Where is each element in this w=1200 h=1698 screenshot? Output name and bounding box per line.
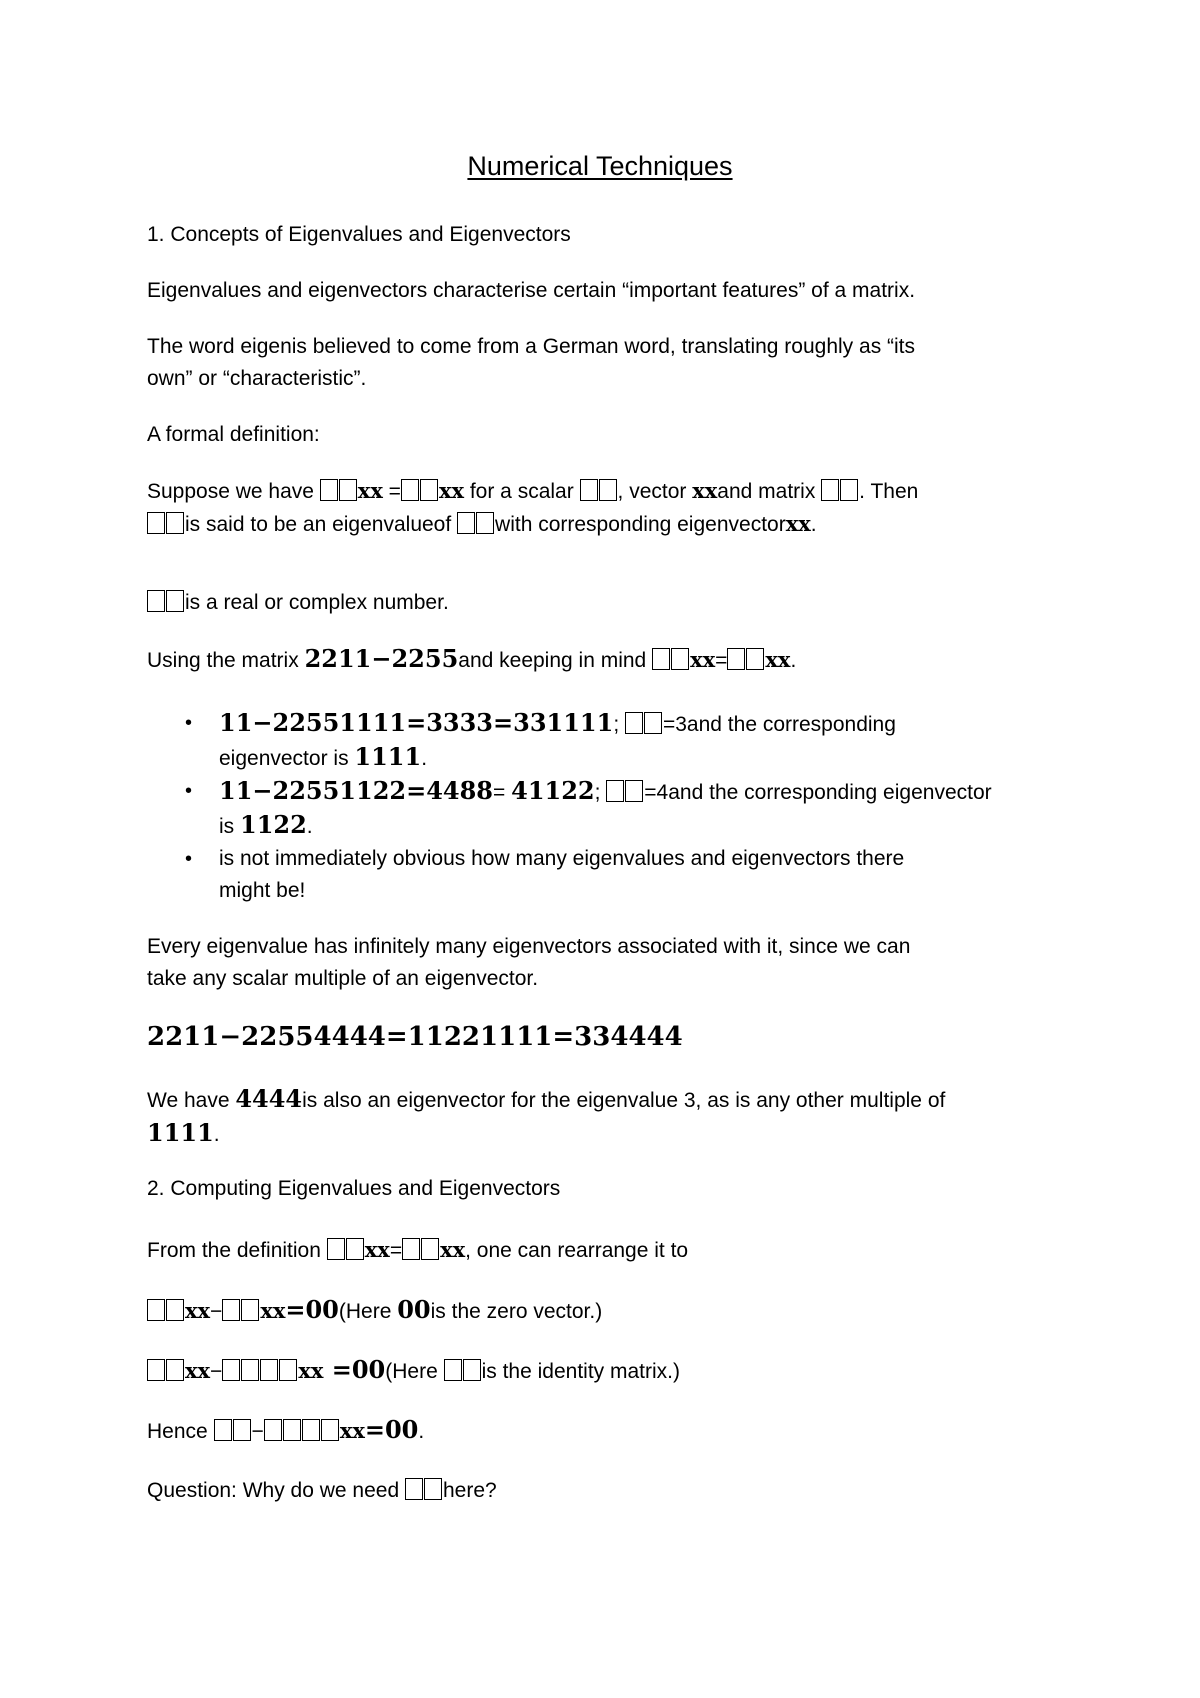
missing-glyph-box	[671, 648, 689, 670]
math-run: xx	[185, 1298, 211, 1323]
missing-glyph-box	[260, 1359, 278, 1381]
math-run: =00	[323, 1355, 386, 1384]
paragraph-hence	[147, 1414, 1057, 1448]
section-heading-2: 2. Computing Eigenvalues and Eigenvectors	[147, 1177, 561, 1200]
missing-glyph-box	[405, 1478, 423, 1500]
missing-glyph-box	[233, 1419, 251, 1441]
text-run: −	[210, 1300, 223, 1323]
paragraph-intro: Eigenvalues and eigenvectors characterise certain “important features” of a matrix.	[147, 279, 916, 302]
text-run: here?	[442, 1479, 497, 1502]
missing-glyph-box	[166, 1299, 184, 1321]
paragraph-line: is not immediately obvious how many eigenvalues and eigenvectors there	[219, 847, 905, 870]
missing-glyph-box	[166, 590, 184, 612]
paragraph-real-complex	[147, 587, 1057, 619]
math-run: 1111	[147, 1118, 214, 1147]
missing-glyph-box	[599, 479, 617, 501]
missing-glyph-box	[166, 1359, 184, 1381]
text-run: Using the matrix	[147, 649, 305, 672]
missing-glyph-box	[147, 1299, 165, 1321]
paragraph-multiple	[147, 1083, 1057, 1151]
missing-glyph-box	[420, 479, 438, 501]
math-run: 1122	[240, 810, 307, 839]
text-run: −	[210, 1360, 223, 1383]
text-run: is the zero vector.)	[430, 1300, 603, 1323]
math-run: 2211−2255	[304, 644, 459, 673]
paragraph-using-matrix	[147, 643, 1057, 677]
text-run: . Then	[859, 480, 919, 503]
missing-glyph-box	[147, 590, 165, 612]
text-run: =	[389, 1239, 403, 1262]
text-run: , vector	[617, 480, 693, 503]
math-run: 1111	[354, 742, 422, 771]
missing-glyph-box	[746, 648, 764, 670]
text-run: Suppose we have	[147, 480, 320, 503]
math-run: xx	[692, 478, 718, 503]
paragraph-zero-vector	[147, 1294, 1057, 1328]
math-run: xx	[785, 511, 811, 536]
text-run: .	[790, 649, 797, 672]
list-item	[147, 843, 1057, 907]
text-run: with corresponding eigenvector	[495, 513, 786, 536]
math-run: =00	[285, 1295, 339, 1324]
text-run: =3and the corresponding	[662, 713, 896, 736]
missing-glyph-box	[476, 512, 494, 534]
text-run: .	[306, 815, 313, 838]
paragraph-from-definition	[147, 1234, 1057, 1267]
definition-line-2	[147, 508, 1057, 541]
text-run: Question: Why do we need	[147, 1479, 405, 1502]
missing-glyph-box	[346, 1238, 364, 1260]
missing-glyph-box	[222, 1359, 240, 1381]
paragraph-line: own” or “characteristic”.	[147, 367, 367, 390]
missing-glyph-box	[166, 512, 184, 534]
bullet-marker: •	[185, 712, 193, 734]
text-run: =	[493, 781, 512, 804]
missing-glyph-box	[320, 479, 338, 501]
math-run: xx	[298, 1358, 324, 1383]
missing-glyph-box	[424, 1478, 442, 1500]
math-run: 4444	[235, 1084, 303, 1113]
text-run: =4and the corresponding eigenvector	[644, 781, 992, 804]
text-run: .	[418, 1420, 425, 1443]
math-run: xx	[339, 1418, 365, 1443]
text-run: is	[219, 815, 240, 838]
missing-glyph-box	[147, 512, 165, 534]
text-run: is the identity matrix.)	[481, 1360, 680, 1383]
missing-glyph-box	[241, 1299, 259, 1321]
paragraph-line: The word eigenis believed to come from a German word, translating roughly as “its	[147, 335, 916, 358]
missing-glyph-box	[302, 1419, 320, 1441]
text-run: Hence	[147, 1420, 214, 1443]
missing-glyph-box	[241, 1359, 259, 1381]
math-run: 2211−22554444=11221111=334444	[147, 1022, 683, 1052]
text-run: .	[421, 747, 428, 770]
text-run: is also an eigenvector for the eigenvalue 3, as is any other multiple of	[302, 1089, 946, 1112]
missing-glyph-box	[644, 712, 662, 734]
text-run: is a real or complex number.	[185, 591, 449, 614]
math-run: xx	[364, 1237, 390, 1262]
missing-glyph-box	[444, 1359, 462, 1381]
missing-glyph-box	[327, 1238, 345, 1260]
missing-glyph-box	[222, 1299, 240, 1321]
math-run: xx	[357, 478, 383, 503]
missing-glyph-box	[321, 1419, 339, 1441]
text-run: We have	[147, 1089, 236, 1112]
text-run: =	[382, 480, 401, 503]
math-run: xx	[690, 647, 716, 672]
paragraph-line: might be!	[219, 879, 306, 902]
text-run: ;	[613, 713, 625, 736]
missing-glyph-box	[264, 1419, 282, 1441]
paragraph-question	[147, 1475, 1057, 1507]
paragraph-definition	[147, 475, 1057, 541]
text-run: −	[251, 1420, 264, 1443]
math-run: xx	[260, 1298, 286, 1323]
missing-glyph-box	[214, 1419, 232, 1441]
paragraph-line: take any scalar multiple of an eigenvector.	[147, 967, 539, 990]
text-run: eigenvector is	[219, 747, 355, 770]
text-run: .	[810, 513, 817, 536]
text-run: and matrix	[717, 480, 822, 503]
missing-glyph-box	[421, 1238, 439, 1260]
paragraph-etymology	[147, 331, 1057, 395]
math-run: 11−22551122=4488	[219, 776, 494, 805]
math-run: xx	[185, 1358, 211, 1383]
math-run: xx	[438, 478, 464, 503]
text-run: is said to be an eigenvalueof	[185, 513, 458, 536]
missing-glyph-box	[606, 780, 624, 802]
text-run: (Here	[338, 1300, 398, 1323]
missing-glyph-box	[625, 780, 643, 802]
math-run: 41122	[511, 776, 595, 805]
missing-glyph-box	[283, 1419, 301, 1441]
math-run: 11−22551111=3333=331111	[219, 708, 614, 737]
missing-glyph-box	[652, 648, 670, 670]
missing-glyph-box	[463, 1359, 481, 1381]
paragraph-formal-definition: A formal definition:	[147, 423, 320, 446]
missing-glyph-box	[147, 1359, 165, 1381]
missing-glyph-box	[840, 479, 858, 501]
missing-glyph-box	[279, 1359, 297, 1381]
text-run: =	[715, 649, 728, 672]
text-run: for a scalar	[464, 480, 580, 503]
definition-line-1	[147, 475, 1057, 508]
paragraph-identity-matrix	[147, 1354, 1057, 1388]
page-title: Numerical Techniques	[467, 151, 733, 181]
bullet-marker: •	[185, 780, 193, 802]
math-run: xx	[440, 1237, 466, 1262]
bullet-list	[147, 707, 1057, 907]
equation-display	[147, 1021, 1057, 1055]
math-run: xx	[765, 647, 791, 672]
missing-glyph-box	[457, 512, 475, 534]
missing-glyph-box	[402, 1238, 420, 1260]
math-run: =00	[364, 1415, 419, 1444]
paragraph-line: Every eigenvalue has infinitely many eigenvectors associated with it, since we can	[147, 935, 911, 958]
bullet-marker: •	[185, 848, 193, 870]
list-item	[147, 707, 1057, 775]
text-run: .	[213, 1123, 220, 1146]
missing-glyph-box	[339, 479, 357, 501]
missing-glyph-box	[727, 648, 745, 670]
text-run: (Here	[385, 1360, 444, 1383]
missing-glyph-box	[821, 479, 839, 501]
text-run: ;	[594, 781, 607, 804]
text-run: , one can rearrange it to	[465, 1239, 689, 1262]
section-heading-1: 1. Concepts of Eigenvalues and Eigenvectors	[147, 223, 571, 246]
missing-glyph-box	[625, 712, 643, 734]
text-run: From the definition	[147, 1239, 327, 1262]
math-run: 00	[397, 1295, 431, 1324]
missing-glyph-box	[401, 479, 419, 501]
paragraph-infinitely-many	[147, 931, 1057, 995]
list-item	[147, 775, 1057, 843]
missing-glyph-box	[580, 479, 598, 501]
text-run: and keeping in mind	[458, 649, 653, 672]
